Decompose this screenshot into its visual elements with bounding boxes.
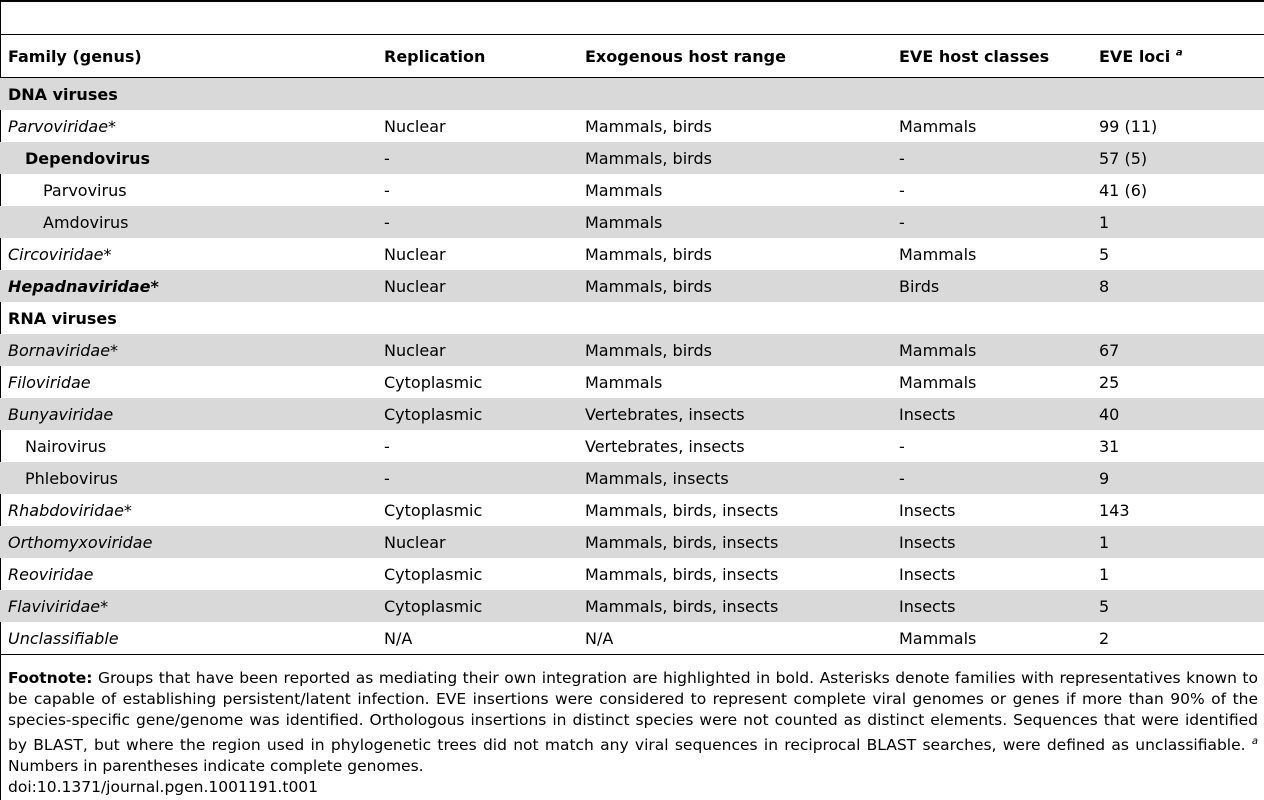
header-replication [384,35,585,78]
eve-host-cell: Birds [899,276,940,296]
family-cell: Circoviridae* [8,244,112,264]
eve-host-cell: Insects [899,564,956,584]
family-cell: Nairovirus [25,436,107,456]
eve-loci-cell: 1 [1099,212,1110,232]
eve-loci-cell: 40 [1099,404,1120,424]
table-row [0,430,1264,462]
table-cell [899,526,1099,558]
table-cell [384,238,585,270]
table-cell [585,270,899,302]
table-cell [899,110,1099,142]
host-range-cell: Mammals, birds, insects [585,500,779,520]
eve-host-cell: Mammals [899,372,977,392]
family-cell: Bunyaviridae [8,404,114,424]
table-cell [899,430,1099,462]
table-cell [384,206,585,238]
family-cell: Parvoviridae* [8,116,117,136]
replication-cell: Cytoplasmic [384,500,483,520]
eve-loci-cell: 9 [1099,468,1110,488]
table-cell [1099,622,1264,654]
cell-text: EVE host classes [899,46,1050,66]
table-cell [899,206,1099,238]
table-cell [899,78,1099,111]
eve-host-cell: - [899,180,905,200]
table-row [0,622,1264,654]
table-cell [585,526,899,558]
host-range-cell: Mammals, birds [585,148,712,168]
host-range-cell: Mammals, birds [585,340,712,360]
table-cell [0,430,384,462]
top-rule [0,0,1264,2]
header-eve-loci-sup: a [1175,47,1183,59]
table-cell [585,590,899,622]
family-cell: Orthomyxoviridae [8,532,153,552]
replication-cell: Cytoplasmic [384,404,483,424]
family-cell: Dependovirus [25,148,150,168]
host-range-cell: Vertebrates, insects [585,436,745,456]
table-cell [0,206,384,238]
table-cell [0,590,384,622]
replication-cell: - [384,468,390,488]
host-range-cell: Mammals [585,212,663,232]
family-cell: Filoviridae [8,372,91,392]
table-cell [0,398,384,430]
table-row [0,462,1264,494]
table-cell [585,142,899,174]
host-range-cell: Mammals, insects [585,468,729,488]
table-row [0,110,1264,142]
family-cell: Reoviridae [8,564,94,584]
table-cell [585,430,899,462]
cell-text: Family (genus) [8,46,142,66]
host-range-cell: Mammals, birds, insects [585,532,779,552]
table-cell [899,462,1099,494]
table-row [0,302,1264,334]
table-cell [585,622,899,654]
table-cell [0,334,384,366]
table-cell [899,366,1099,398]
table-cell [384,558,585,590]
replication-cell: Cytoplasmic [384,596,483,616]
family-cell: DNA viruses [8,84,118,104]
table-cell [384,462,585,494]
replication-cell: Nuclear [384,340,446,360]
host-range-cell: Mammals, birds [585,276,712,296]
table-cell [585,174,899,206]
eve-host-cell: - [899,148,905,168]
eve-host-cell: - [899,468,905,488]
table-cell [1099,366,1264,398]
eve-host-cell: Insects [899,404,956,424]
table-cell [0,174,384,206]
table-cell [0,302,384,334]
table-cell [384,622,585,654]
table-cell [0,526,384,558]
table-cell [1099,526,1264,558]
table-cell [585,238,899,270]
table-cell [384,366,585,398]
header-family [0,35,384,78]
table-cell [384,174,585,206]
table-cell [384,334,585,366]
eve-host-cell: Insects [899,596,956,616]
replication-cell: - [384,180,390,200]
eve-loci-cell: 2 [1099,628,1110,648]
table-cell [1099,110,1264,142]
table-row [0,174,1264,206]
table-row [0,590,1264,622]
table-cell [1099,238,1264,270]
table-cell [1099,174,1264,206]
family-cell: Hepadnaviridae* [8,276,159,296]
family-cell: RNA viruses [8,308,117,328]
table-cell [1099,590,1264,622]
replication-cell: - [384,212,390,232]
table-cell [0,78,384,111]
table-row [0,558,1264,590]
table-cell [1099,430,1264,462]
table-cell [1099,206,1264,238]
eve-loci-cell: 41 (6) [1099,180,1148,200]
bottom-rule [0,654,1264,655]
table-cell [585,494,899,526]
table-cell [899,270,1099,302]
table-cell [585,398,899,430]
table-cell [384,398,585,430]
table-cell [899,398,1099,430]
header-host-range [585,35,899,78]
footnote-text-2: Numbers in parentheses indicate complete genomes. [8,757,424,776]
host-range-cell: Vertebrates, insects [585,404,745,424]
table-cell [0,462,384,494]
table-cell [585,78,899,111]
eve-loci-cell: 57 (5) [1099,148,1148,168]
table-cell [0,270,384,302]
replication-cell: Cytoplasmic [384,372,483,392]
replication-cell: Cytoplasmic [384,564,483,584]
cell-text: Replication [384,46,486,66]
family-cell: Unclassifiable [8,628,119,648]
eve-host-cell: Mammals [899,340,977,360]
family-cell: Amdovirus [43,212,129,232]
table-cell [899,558,1099,590]
table-cell [384,590,585,622]
table-cell [585,110,899,142]
table-cell [585,558,899,590]
footnote-sup: a [1251,736,1258,747]
host-range-cell: Mammals [585,180,663,200]
family-cell: Flaviviridae* [8,596,109,616]
replication-cell: Nuclear [384,276,446,296]
table-cell [1099,78,1264,111]
table-cell [0,366,384,398]
eve-loci-cell: 5 [1099,596,1110,616]
host-range-cell: N/A [585,628,614,648]
table-cell [0,110,384,142]
table-footnote [8,668,1258,777]
family-cell: Phlebovirus [25,468,118,488]
table-cell [384,142,585,174]
eve-host-cell: Mammals [899,116,977,136]
table-row [0,398,1264,430]
table-row [0,334,1264,366]
header-row [0,35,1264,78]
table-cell [1099,462,1264,494]
eve-loci-cell: 99 (11) [1099,116,1158,136]
table-cell [1099,398,1264,430]
table-cell [384,526,585,558]
table-row [0,142,1264,174]
table-cell [384,302,585,334]
table-row [0,270,1264,302]
table-cell [0,558,384,590]
table-row [0,78,1264,111]
table-cell [0,142,384,174]
table-cell [899,334,1099,366]
table-cell [1099,270,1264,302]
table-cell [585,206,899,238]
table-cell [384,78,585,111]
table-cell [0,494,384,526]
eve-loci-cell: 25 [1099,372,1120,392]
eve-loci-cell: 5 [1099,244,1110,264]
table-cell [585,302,899,334]
table-cell [1099,494,1264,526]
eve-loci-cell: 1 [1099,564,1110,584]
footnote-label: Footnote: [8,669,93,687]
table-row [0,366,1264,398]
eve-loci-cell: 31 [1099,436,1120,456]
table-cell [384,494,585,526]
replication-cell: Nuclear [384,532,446,552]
eve-table [0,35,1264,654]
host-range-cell: Mammals, birds, insects [585,564,779,584]
table-cell [585,462,899,494]
table-cell [585,334,899,366]
eve-host-cell: Mammals [899,628,977,648]
table-cell [1099,558,1264,590]
table-cell [899,238,1099,270]
table-cell [899,494,1099,526]
host-range-cell: Mammals, birds [585,244,712,264]
eve-loci-cell: 143 [1099,500,1130,520]
table-row [0,526,1264,558]
header-eve-loci [1099,35,1264,78]
table-cell [0,622,384,654]
family-cell: Parvovirus [43,180,127,200]
family-cell: Bornaviridae* [8,340,119,360]
table-cell [384,110,585,142]
host-range-cell: Mammals, birds [585,116,712,136]
table-cell [0,238,384,270]
replication-cell: N/A [384,628,413,648]
replication-cell: - [384,436,390,456]
table-cell [1099,334,1264,366]
host-range-cell: Mammals [585,372,663,392]
replication-cell: Nuclear [384,116,446,136]
family-cell: Rhabdoviridae* [8,500,132,520]
table-cell [899,174,1099,206]
header-eve-host [899,35,1099,78]
eve-host-cell: - [899,436,905,456]
table-cell [1099,142,1264,174]
replication-cell: Nuclear [384,244,446,264]
doi-text: doi:10.1371/journal.pgen.1001191.t001 [8,778,319,796]
table-row [0,206,1264,238]
footnote-text: Groups that have been reported as mediating their own integration are highlighted in bold. Asterisks denote families with representatives known to be capable of establishing persistent/latent infection. EVE insertions were considered to represent complete viral genomes or genes if more than 90% of the species-specific gene/genome was identified. Orthologous insertions in distinct species were not counted as distinct elements. Sequences that were identified by BLAST, but where the region used in phylogenetic trees did not match any viral sequences in reciprocal BLAST searches, were defined as unclassifiable. [8,669,1258,755]
table-cell [899,622,1099,654]
host-range-cell: Mammals, birds, insects [585,596,779,616]
eve-host-cell: - [899,212,905,232]
table-cell [585,366,899,398]
cell-text: Exogenous host range [585,46,786,66]
eve-loci-cell: 1 [1099,532,1110,552]
table-cell [384,270,585,302]
table-cell [899,590,1099,622]
eve-loci-cell: 8 [1099,276,1110,296]
replication-cell: - [384,148,390,168]
table-cell [384,430,585,462]
eve-host-cell: Insects [899,532,956,552]
eve-host-cell: Mammals [899,244,977,264]
eve-host-cell: Insects [899,500,956,520]
cell-text: EVE loci $^a$ [1099,46,1183,66]
table-row [0,494,1264,526]
table-cell [899,142,1099,174]
table-cell [1099,302,1264,334]
table-row [0,238,1264,270]
table-cell [899,302,1099,334]
eve-loci-cell: 67 [1099,340,1120,360]
